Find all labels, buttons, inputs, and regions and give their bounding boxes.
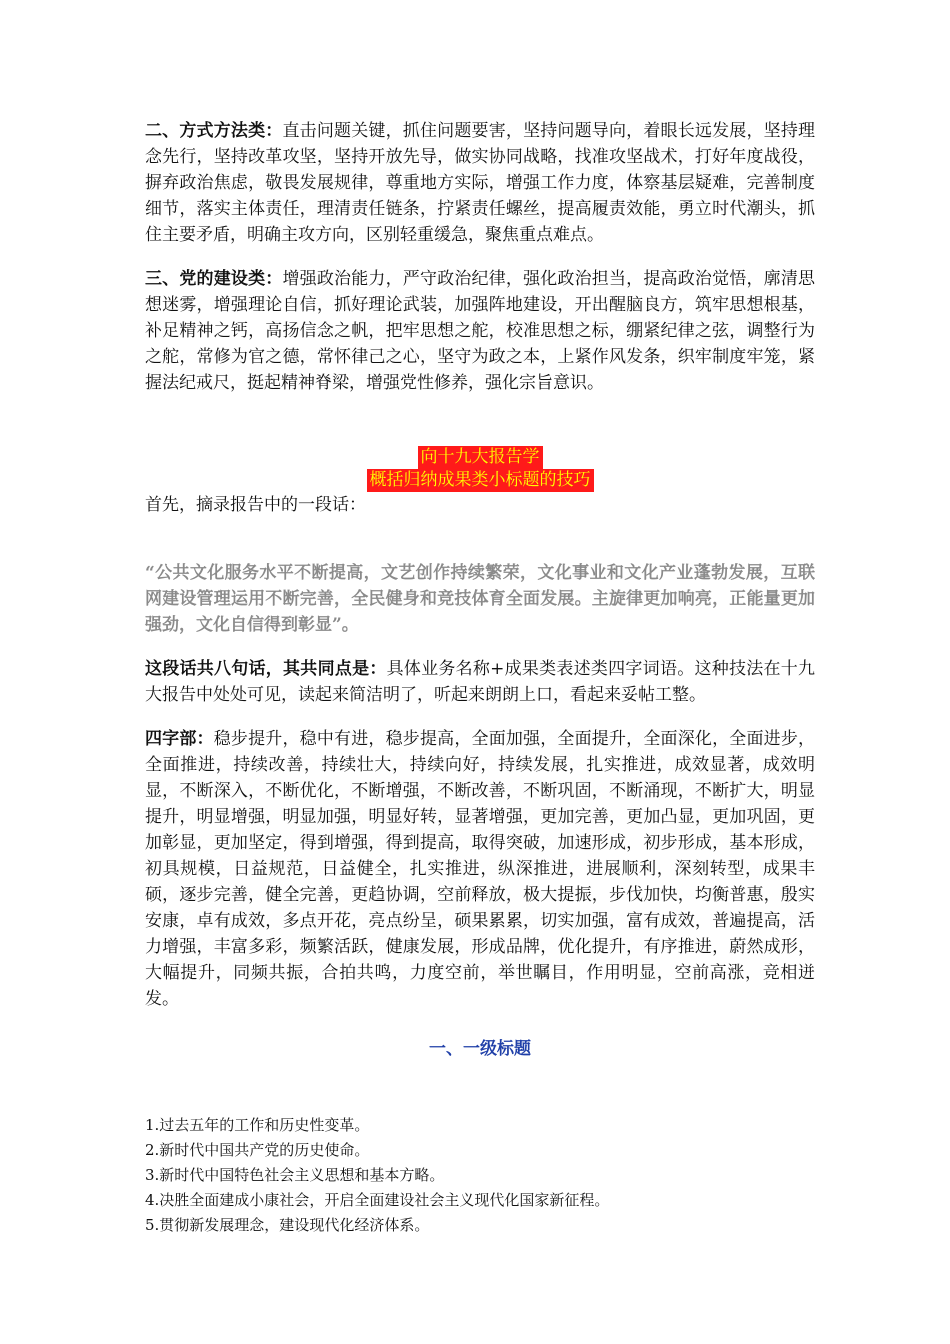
methods-lead: 二、方式方法类： <box>145 121 283 141</box>
methods-body: 直击问题关键，抓住问题要害，坚持问题导向，着眼长远发展，坚持理念先行，坚持改革攻坚，坚持开放先导，做实协同战略，找准攻坚战术，打好年度战役，摒弃政治焦虑，敬畏发展规律，尊重地方实际，增强工作力度，体察基层疑难，完善制度细节，落实主体责任，理清责任链条，拧紧责任螺丝，提高履责效能，勇立时代潮头，抓住主要矛盾，明确主攻方向，区别轻重缓急，聚焦重点难点。 <box>145 121 816 245</box>
list-item: 4.决胜全面建成小康社会，开启全面建设社会主义现代化国家新征程。 <box>145 1191 610 1209</box>
analysis-lead: 这段话共八句话，其共同点是： <box>145 659 387 679</box>
list-item: 5.贯彻新发展理念，建设现代化经济体系。 <box>145 1216 430 1234</box>
intro-text: 首先，摘录报告中的一段话： <box>145 495 366 515</box>
highlight-line-2: 概括归纳成果类小标题的技巧 <box>367 469 594 492</box>
list-item: 2.新时代中国共产党的历史使命。 <box>145 1141 370 1159</box>
highlight-title <box>145 446 815 492</box>
list-item: 1.过去五年的工作和历史性变革。 <box>145 1116 370 1134</box>
fourchar-paragraph <box>145 726 815 1012</box>
fourchar-body: 稳步提升，稳中有进，稳步提高，全面加强，全面提升，全面深化，全面进步，全面推进，持续改善，持续壮大，持续向好，持续发展，扎实推进，成效显著，成效明显，不断深入，不断优化，不断增强，不断改善，不断巩固，不断涌现，不断扩大，明显提升，明显增强，明显加强，明显好转，显著增强，更加完善，更加凸显，更加巩固，更加彰显，更加坚定，得到增强，得到提高，取得突破，加速形成，初步形成，基本形成，初具规模，日益规范，日益健全，扎实推进，纵深推进，进展顺利，深刻转型，成果丰硕，逐步完善，健全完善，更趋协调，空前释放，极大提振，步伐加快，均衡普惠，殷实安康，卓有成效，多点开花，亮点纷呈，硕果累累，切实加强，富有成效，普遍提高，活力增强，丰富多彩，频繁活跃，健康发展，形成品牌，优化提升，有序推进，蔚然成形，大幅提升，同频共振，合拍共鸣，力度空前，举世瞩目，作用明显，空前高涨，竞相迸发。 <box>145 729 816 1009</box>
analysis-body: 具体业务名称+成果类表述类四字词语。这种技法在十九大报告中处处可见，读起来简洁明了，听起来朗朗上口，看起来妥帖工整。 <box>145 659 815 705</box>
party-body: 增强政治能力，严守政治纪律，强化政治担当，提高政治觉悟，廓清思想迷雾，增强理论自信，抓好理论武装，加强阵地建设，开出醒脑良方，筑牢思想根基，补足精神之钙，高扬信念之帆，把牢思想之舵，校准思想之标，绷紧纪律之弦，调整行为之舵，常修为官之德，常怀律己之心，坚守为政之本，上紧作风发条，织牢制度牢笼，紧握法纪戒尺，挺起精神脊梁，增强党性修养，强化宗旨意识。 <box>145 269 816 393</box>
analysis-paragraph <box>145 656 815 708</box>
fourchar-lead: 四字部： <box>145 729 214 749</box>
party-lead: 三、党的建设类： <box>145 269 283 289</box>
party-paragraph <box>145 266 815 396</box>
document-page <box>145 118 815 1238</box>
highlight-line-1: 向十九大报告学 <box>418 446 543 469</box>
report-quote: “公共文化服务水平不断提高，文艺创作持续繁荣，文化事业和文化产业蓬勃发展，互联网建设管理运用不断完善，全民健身和竞技体育全面发展。主旋律更加响亮，正能量更加强劲，文化自信得到彰显”。 <box>145 563 815 635</box>
level1-list <box>145 1113 815 1238</box>
methods-paragraph <box>145 118 815 248</box>
list-item: 3.新时代中国特色社会主义思想和基本方略。 <box>145 1166 445 1184</box>
level1-heading: 一、一级标题 <box>429 1039 531 1059</box>
